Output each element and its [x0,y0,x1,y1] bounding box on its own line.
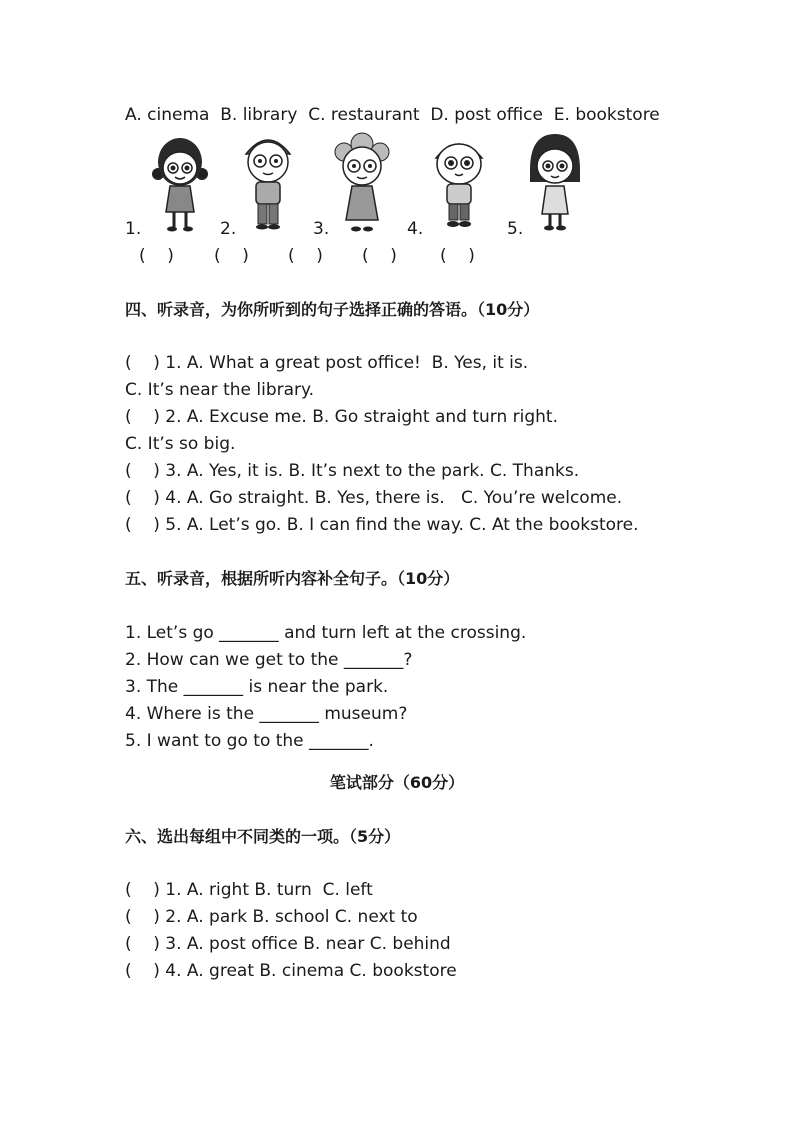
answer-blank-1[interactable]: ( ) [139,246,174,266]
section5-line-5: 5. I want to go to the _______. [125,731,374,751]
answer-blank-5[interactable]: ( ) [440,246,475,266]
section4-line-6: ( ) 4. A. Go straight. B. Yes, there is. C. You’re welcome. [125,488,623,508]
answer-blank-2[interactable]: ( ) [214,246,249,266]
section4-line-5: ( ) 3. A. Yes, it is. B. It’s next to the park. C. Thanks. [125,461,580,481]
picture-number-2: 2. [220,219,237,239]
section4-line-1: ( ) 1. A. What a great post office! B. Yes, it is. [125,353,529,373]
picture-number-4: 4. [407,219,424,239]
written-part-title: 笔试部分（60分） [329,773,465,792]
girl-curly-hair-illustration [330,130,394,234]
section6-line-2: ( ) 2. A. park B. school C. next to [125,907,418,927]
section6-line-4: ( ) 4. A. great B. cinema C. bookstore [125,961,457,981]
answer-blank-4[interactable]: ( ) [362,246,397,266]
girl-pigtails-illustration [148,132,212,232]
section5-line-2: 2. How can we get to the _______? [125,650,413,670]
section4-line-3: ( ) 2. A. Excuse me. B. Go straight and turn right. [125,407,558,427]
girl-bob-hair-illustration [522,130,588,232]
section6-line-3: ( ) 3. A. post office B. near C. behind [125,934,451,954]
picture-number-3: 3. [313,219,330,239]
section5-line-1: 1. Let’s go _______ and turn left at the crossing. [125,623,527,643]
section6-heading: 六、选出每组中不同类的一项。（5分） [125,827,401,846]
section4-line-2: C. It’s near the library. [125,380,315,400]
boy-big-eyes-illustration [428,130,490,230]
section5-line-3: 3. The _______ is near the park. [125,677,389,697]
place-options: A. cinema B. library C. restaurant D. post office E. bookstore [125,105,660,125]
section4-heading: 四、听录音，为你所听到的句子选择正确的答语。（10分） [125,300,540,319]
answer-blank-3[interactable]: ( ) [288,246,323,266]
section4-line-7: ( ) 5. A. Let’s go. B. I can find the way. C. At the bookstore. [125,515,639,535]
picture-number-5: 5. [507,219,524,239]
section6-line-1: ( ) 1. A. right B. turn C. left [125,880,373,900]
section5-line-4: 4. Where is the _______ museum? [125,704,408,724]
section5-heading: 五、听录音，根据所听内容补全句子。（10分） [125,569,460,588]
picture-number-1: 1. [125,219,142,239]
boy-glasses-illustration [238,128,298,232]
section4-line-4: C. It’s so big. [125,434,236,454]
